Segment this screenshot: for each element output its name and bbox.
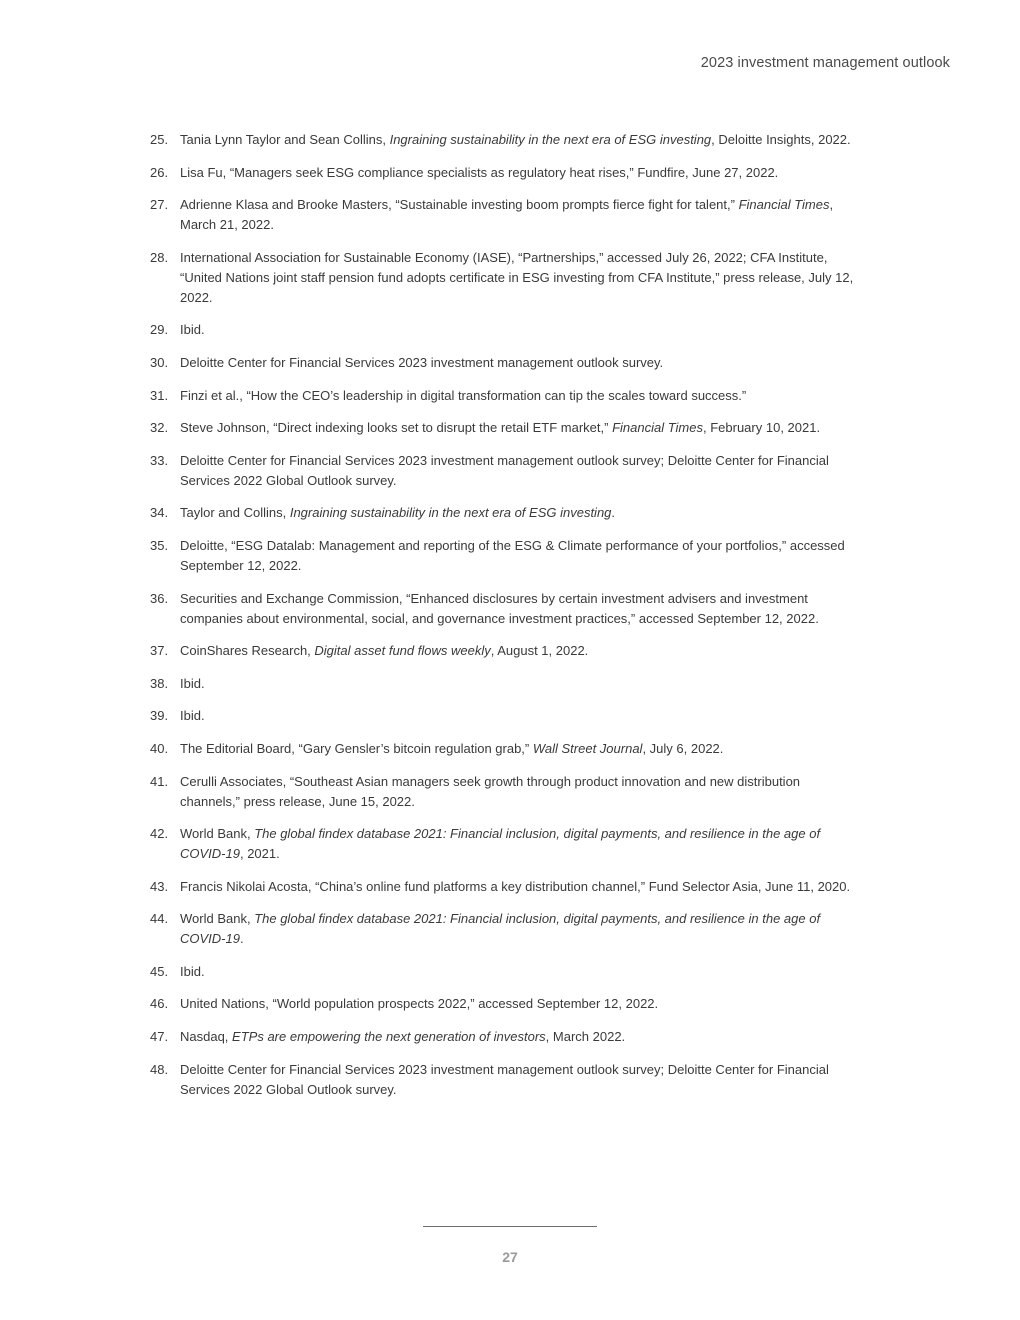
endnote-item (150, 503, 862, 523)
endnote-item (150, 451, 862, 491)
endnote-number: 45. (150, 963, 169, 979)
endnote-text-segment: Deloitte Center for Financial Services 2023 investment management outlook survey; Deloitte Center for Financial Services 2022 Global Outlook survey. (180, 452, 829, 488)
endnote-title-italic: Digital asset fund flows weekly (314, 643, 491, 659)
endnote-title-italic: Wall Street Journal (532, 740, 643, 756)
endnote-text-segment: , Deloitte Insights, 2022. (711, 132, 851, 147)
endnote-text-segment: Tania Lynn Taylor and Sean Collins, (180, 132, 390, 147)
endnote-item (150, 994, 862, 1014)
endnote-item (150, 353, 862, 373)
endnote-text (180, 674, 862, 694)
endnote-item (150, 962, 862, 982)
endnote-text-segment: Deloitte Center for Financial Services 2023 investment management outlook survey; Deloitte Center for Financial Services 2022 Global Outlook survey. (180, 1061, 829, 1097)
endnote-text-segment: Securities and Exchange Commission, “Enhanced disclosures by certain investment advisers and investment companies about environmental, social, and governance investment practices,” accessed September 12, 2022. (180, 590, 819, 626)
endnote-number: 33. (150, 452, 169, 468)
endnote-text (180, 994, 862, 1014)
endnote-item (150, 706, 862, 726)
endnote-text (180, 536, 862, 576)
endnote-text-segment: Ibid. (180, 322, 205, 338)
endnote-number: 37. (150, 643, 169, 659)
endnote-text (180, 130, 862, 150)
endnote-number: 44. (150, 911, 169, 927)
endnote-number: 42. (150, 826, 169, 842)
endnote-text-segment: , March 2022. (545, 1029, 626, 1045)
endnote-number: 46. (150, 996, 169, 1012)
endnote-text-segment: Taylor and Collins, (180, 505, 290, 521)
endnote-item (150, 130, 862, 150)
endnote-text-segment: CoinShares Research, (180, 643, 315, 659)
endnote-text (180, 163, 862, 183)
endnote-title-italic: Financial Times (738, 197, 830, 213)
endnote-item (150, 320, 862, 340)
endnote-text (180, 824, 862, 864)
endnote-text-segment: , March 21, 2022. (180, 197, 834, 233)
endnote-number: 31. (150, 387, 169, 403)
endnote-number: 43. (150, 878, 169, 894)
page-number: 27 (502, 1249, 518, 1265)
endnote-item (150, 674, 862, 694)
endnote-text-segment: Cerulli Associates, “Southeast Asian managers seek growth through product innovation and new distribution channels,” press release, June 15, 2022. (180, 773, 801, 809)
endnote-text (180, 248, 862, 308)
endnote-text-segment: Steve Johnson, “Direct indexing looks set to disrupt the retail ETF market,” (180, 420, 613, 436)
endnote-item (150, 641, 862, 661)
endnote-item (150, 772, 862, 812)
endnote-item (150, 163, 862, 183)
endnote-number: 39. (150, 708, 169, 724)
endnote-item (150, 589, 862, 629)
endnote-title-italic: Ingraining sustainability in the next era of ESG investing (289, 505, 612, 521)
endnote-text-segment: United Nations, “World population prospects 2022,” accessed September 12, 2022. (180, 996, 659, 1012)
endnote-item (150, 739, 862, 759)
endnote-text (180, 320, 862, 340)
endnote-title-italic: ETPs are empowering the next generation of investors (232, 1029, 546, 1045)
endnote-title-italic: The global findex database 2021: Financial inclusion, digital payments, and resilience in the age of COVID-19 (180, 826, 821, 862)
endnote-text-segment: Ibid. (180, 963, 205, 979)
endnote-text-segment: The Editorial Board, “Gary Gensler’s bitcoin regulation grab,” (180, 740, 533, 756)
endnote-number: 27. (150, 197, 169, 213)
endnote-text-segment: , February 10, 2021. (703, 420, 821, 436)
endnote-number: 28. (150, 249, 169, 265)
endnote-item (150, 418, 862, 438)
endnote-number: 30. (150, 354, 169, 370)
endnote-number: 36. (150, 590, 169, 606)
endnote-text (180, 772, 862, 812)
endnote-text-segment: World Bank, (180, 911, 255, 927)
endnote-text-segment: . (611, 505, 616, 521)
footer-divider (423, 1226, 597, 1227)
endnote-title-italic: Financial Times (612, 420, 703, 436)
endnote-text (180, 877, 862, 897)
endnote-item (150, 248, 862, 308)
endnote-text (180, 195, 862, 235)
endnote-title-italic: The global findex database 2021: Financial inclusion, digital payments, and resilience in the age of COVID-19 (180, 911, 821, 947)
endnote-text (180, 386, 862, 406)
endnote-text (180, 418, 862, 438)
endnote-number: 40. (150, 740, 169, 756)
endnote-text (180, 1060, 862, 1100)
endnote-text-segment: World Bank, (180, 826, 255, 842)
endnote-text (180, 641, 862, 661)
endnote-text-segment: Deloitte Center for Financial Services 2023 investment management outlook survey. (180, 354, 664, 370)
endnote-number: 41. (150, 773, 169, 789)
endnote-item (150, 386, 862, 406)
endnote-text-segment: Deloitte, “ESG Datalab: Management and reporting of the ESG & Climate performance of your portfolios,” accessed September 12, 2022. (180, 537, 845, 573)
endnote-text-segment: International Association for Sustainable Economy (IASE), “Partnerships,” accessed July 26, 2022; CFA Institute, “United Nations joint staff pension fund adopts certificate in ESG investing from CFA Institute,” press release, July 12, 2022. (180, 249, 854, 305)
endnote-number: 34. (150, 505, 169, 521)
endnote-text-segment: Ibid. (180, 708, 205, 724)
endnotes-list (150, 130, 862, 1112)
endnote-number: 26. (150, 164, 169, 180)
endnote-text (180, 739, 862, 759)
endnote-text (180, 909, 862, 949)
endnote-item (150, 877, 862, 897)
endnote-text-segment: Ibid. (180, 675, 205, 691)
endnote-item (150, 1060, 862, 1100)
endnote-number: 38. (150, 675, 169, 691)
endnote-item (150, 909, 862, 949)
endnote-text (180, 589, 862, 629)
endnote-text-segment: Francis Nikolai Acosta, “China’s online fund platforms a key distribution channel,” Fund Selector Asia, June 11, 2020. (180, 878, 851, 894)
running-header-title: 2023 investment management outlook (700, 55, 950, 71)
endnote-title-italic: Ingraining sustainability in the next era of ESG investing (389, 132, 712, 147)
endnote-number: 35. (150, 537, 169, 553)
endnote-text (180, 353, 862, 373)
endnote-text-segment: , August 1, 2022. (490, 643, 589, 659)
endnote-text-segment: Adrienne Klasa and Brooke Masters, “Sustainable investing boom prompts fierce fight for talent,” (180, 197, 739, 213)
endnote-text (180, 706, 862, 726)
endnote-number: 29. (150, 322, 169, 338)
endnote-number: 32. (150, 420, 169, 436)
endnote-number: 47. (150, 1029, 169, 1045)
endnote-text-segment: , July 6, 2022. (642, 740, 724, 756)
endnote-text-segment: Nasdaq, (180, 1029, 233, 1045)
endnote-text-segment: Finzi et al., “How the CEO’s leadership in digital transformation can tip the scales toward success.” (180, 387, 747, 403)
endnote-item (150, 1027, 862, 1047)
endnote-text-segment: , 2021. (239, 846, 280, 862)
endnote-text (180, 1027, 862, 1047)
endnote-number: 25. (150, 132, 169, 147)
endnote-item (150, 824, 862, 864)
endnote-text (180, 962, 862, 982)
endnote-item (150, 195, 862, 235)
endnote-number: 48. (150, 1061, 169, 1077)
endnote-item (150, 536, 862, 576)
endnote-text-segment: Lisa Fu, “Managers seek ESG compliance specialists as regulatory heat rises,” Fundfire, June 27, 2022. (180, 164, 779, 180)
endnote-text (180, 451, 862, 491)
endnote-text (180, 503, 862, 523)
endnote-text-segment: . (239, 931, 244, 947)
